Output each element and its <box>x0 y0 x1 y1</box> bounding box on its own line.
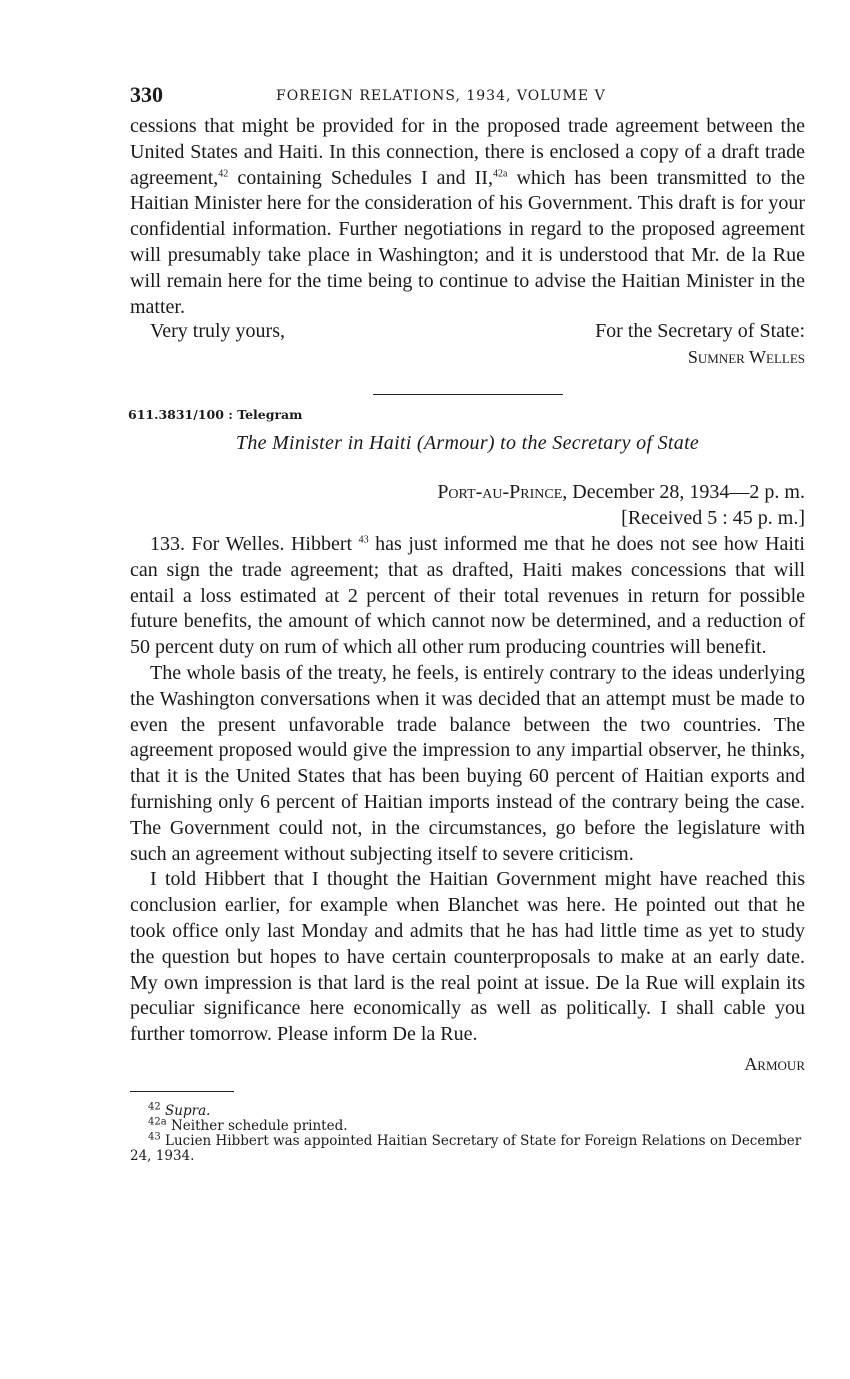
letter-text-3: which has been transmitted to the Haitian Minister here for the consideration of his Government. This draft is for your confidential information. Further negotiations in regard to the proposed agreement will presumably take place in Washington; and it is understood that Mr. de la Rue will remain here for the time being to continue to advise the Haitian Minister in the matter. <box>130 166 806 318</box>
letter-paragraph <box>130 114 805 320</box>
dateline <box>130 480 805 532</box>
footnote-42a <box>130 1116 805 1134</box>
telegram-text-1b: has just informed me that he does not see how Haiti can sign the trade agreement; that as drafted, Haiti makes concessions that will entail a loss estimated at 2 percent of their total revenues in return for possible future benefits, the amount of which cannot now be determined, and a reduction of 50 percent duty on rum of which all other rum producing countries will benefit. <box>130 532 805 659</box>
document-title: The Minister in Haiti (Armour) to the Secretary of State <box>235 432 700 455</box>
page-header <box>130 78 805 114</box>
telegram-text-1a: 133. For Welles. Hibbert <box>150 532 359 555</box>
closing-salutation: Very truly yours, <box>150 320 285 343</box>
running-head: FOREIGN RELATIONS, 1934, VOLUME V <box>276 88 606 104</box>
footnote-mark: 42a <box>148 1116 167 1128</box>
page-number: 330 <box>130 82 163 107</box>
document-page <box>130 78 805 1164</box>
footnote-ref-42[interactable]: 42 <box>218 167 229 179</box>
footnote-text: Neither schedule printed. <box>166 1117 348 1134</box>
footnote-mark: 42 <box>148 1101 161 1113</box>
section-divider <box>373 394 563 395</box>
footnote-42 <box>130 1101 805 1119</box>
received-time: [Received 5 : 45 p. m.] <box>621 507 805 530</box>
letter-text-2: containing Schedules I and II, <box>228 166 493 189</box>
telegram-paragraph-2: The whole basis of the treaty, he feels, is entirely contrary to the ideas underlying the Washington conversations when it was decided that an attempt must be made to even the present unfavorable trade balance between the two countries. The agreement proposed would give the impression to any impartial observer, he thinks, that it is the United States that has been buying 60 percent of Haitian exports and furnishing only 6 percent of Haitian imports instead of the contrary being the case. The Government could not, in the circumstances, go before the legislature with such an agreement without subjecting itself to severe criticism. <box>130 661 805 865</box>
signature-welles: Sumner Welles <box>687 347 805 368</box>
footnotes <box>130 1101 805 1164</box>
signature-armour: Armour <box>744 1053 805 1074</box>
telegram-paragraph-3: I told Hibbert that I thought the Haitian Government might have reached this conclusion earlier, for example when Blanchet was here. He pointed out that he took office only last Monday and admits that he has had little time as yet to study the question but hopes to have certain counterproposals to make at an early date. My own impression is that lard is the real point at issue. De la Rue will explain its peculiar significance here economically as well as politically. I shall cable you further tomorrow. Please inform De la Rue. <box>130 868 805 1046</box>
letter-closing <box>130 320 805 372</box>
footnote-text: Supra. <box>160 1102 211 1119</box>
for-secretary-line: For the Secretary of State: <box>595 320 805 343</box>
footnote-ref-42a[interactable]: 42a <box>492 167 508 179</box>
footnote-ref-43[interactable]: 43 <box>358 534 369 546</box>
file-number: 611.3831/100 : Telegram <box>128 407 303 423</box>
letter-text-1: cessions that might be provided for in the proposed trade agreement between the United States and Haiti. In this connection, there is enclosed a copy of a draft trade agreement, <box>130 115 805 189</box>
telegram-paragraph-1 <box>130 532 805 661</box>
footnote-divider <box>130 1091 234 1092</box>
footnote-mark: 43 <box>148 1131 161 1143</box>
footnote-43 <box>130 1131 805 1164</box>
footnote-text: Lucien Hibbert was appointed Haitian Secretary of State for Foreign Relations on December 24, 1934. <box>130 1132 802 1164</box>
dateline-date: , December 28, 1934—2 p. m. <box>562 481 805 504</box>
dateline-place: Port-au-Prince <box>437 481 563 504</box>
